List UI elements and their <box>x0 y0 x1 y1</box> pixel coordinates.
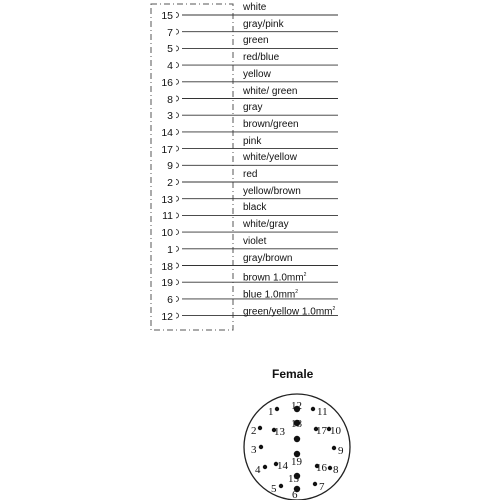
connector-pin-number: 12 <box>291 400 302 412</box>
pin-socket-mark <box>176 163 179 168</box>
pin-number: 15 <box>161 10 173 22</box>
wire-color-text: black <box>243 202 267 214</box>
unit-superscript: 2 <box>303 272 307 279</box>
connector-center-dot <box>294 436 300 442</box>
pin-number: 9 <box>167 160 173 173</box>
connector-pin-number: 19 <box>291 456 302 468</box>
pin-number: 6 <box>167 293 173 306</box>
connector-pins <box>251 400 344 500</box>
pin-socket-mark <box>176 79 179 84</box>
connector-pin-number: 15 <box>288 473 299 485</box>
wire-color-text: red/blue <box>243 52 280 64</box>
connector-pin-number: 4 <box>255 464 261 476</box>
wire-color-label <box>243 102 262 114</box>
connector-pin-number: 14 <box>277 460 288 472</box>
connector-pin-number: 17 <box>316 425 327 437</box>
pin-number: 10 <box>161 227 173 240</box>
wire-color-text: gray <box>243 102 263 114</box>
connector-pin-number: 16 <box>316 462 327 474</box>
wire-color-label <box>243 35 269 47</box>
pin-number: 12 <box>161 310 173 323</box>
wire-color-text: brown 1.0mm <box>243 272 304 284</box>
unit-superscript: 2 <box>295 288 299 295</box>
pin-number: 4 <box>167 60 173 73</box>
pin-number: 5 <box>167 43 173 56</box>
pin-number: 14 <box>161 126 173 139</box>
pin-number: 2 <box>167 177 173 189</box>
connector-pin-number: 1 <box>268 406 274 418</box>
wire-color-text: yellow <box>243 68 271 80</box>
connector-pin-number: 2 <box>251 425 257 437</box>
pin-socket-mark <box>176 280 179 285</box>
pin-number: 3 <box>167 110 173 123</box>
wire-color-label <box>243 86 297 98</box>
pin-number: 19 <box>161 277 173 290</box>
wire-color-text: yellow/brown <box>243 185 301 197</box>
pin-number: 8 <box>167 93 173 106</box>
connector-pin-dot <box>332 446 336 450</box>
wire-color-label <box>243 186 301 198</box>
pin-socket-mark <box>176 263 179 268</box>
wire-color-text: green/yellow 1.0mm <box>243 305 333 317</box>
wire-color-text: green <box>243 35 269 47</box>
wire-color-label <box>243 69 271 81</box>
wire-color-text: white <box>243 2 267 13</box>
connector-pin-number: 6 <box>292 489 298 500</box>
pin-socket-mark <box>176 46 179 51</box>
connector-pin-dot <box>313 482 317 486</box>
pin-number: 7 <box>167 26 173 39</box>
connector-pin-number: 5 <box>271 483 277 495</box>
pin-socket-mark <box>176 313 179 318</box>
wire-color-text: pink <box>243 135 262 147</box>
pin-socket-mark <box>176 63 179 68</box>
connector-pin-dot <box>259 445 263 449</box>
wire-color-label <box>243 286 298 301</box>
pin-number: 1 <box>167 243 173 256</box>
wire-color-text: blue 1.0mm <box>243 289 296 301</box>
female-connector-face <box>230 392 370 500</box>
connector-pin-number: 9 <box>338 445 344 457</box>
pin-number: 16 <box>161 76 173 89</box>
wire-color-label <box>243 2 266 14</box>
connector-pin-dot <box>258 426 262 430</box>
connector-pin-dot <box>279 484 283 488</box>
wire-color-text: brown/green <box>243 118 299 130</box>
wire-color-label <box>243 202 266 214</box>
wire-color-text: white/ green <box>243 85 298 97</box>
connector-pin-number: 10 <box>330 425 341 437</box>
wire-color-label <box>243 269 306 284</box>
wire-color-label <box>243 119 299 131</box>
wire-color-label <box>243 52 279 64</box>
wire-color-label <box>243 219 289 231</box>
wire-color-label <box>243 169 257 181</box>
wire-color-label <box>243 19 284 31</box>
connector-title: Female <box>272 367 314 381</box>
connector-pin-number: 11 <box>317 406 328 418</box>
pin-socket-mark <box>176 13 179 18</box>
pin-socket-mark <box>176 129 179 134</box>
unit-superscript: 2 <box>332 305 336 312</box>
connector-pin-dot <box>263 465 267 469</box>
pin-socket-mark <box>176 146 179 151</box>
wire-color-text: red <box>243 169 258 180</box>
pin-socket-mark <box>176 113 179 118</box>
wire-color-text: white/gray <box>243 219 289 231</box>
pin-number: 17 <box>161 143 173 156</box>
connector-pin-number: 3 <box>251 444 257 456</box>
pin-socket-mark <box>176 246 179 251</box>
wire-color-label <box>243 236 266 248</box>
wire-color-label <box>243 152 297 164</box>
pin-socket-mark <box>176 196 179 201</box>
pin-socket-mark <box>176 213 179 218</box>
wire-color-text: gray/pink <box>243 18 284 30</box>
wire-color-text: white/yellow <box>243 152 297 164</box>
connector-pin-dot <box>275 407 279 411</box>
pin-number: 18 <box>161 260 173 273</box>
pin-socket-mark <box>176 96 179 101</box>
connector-pin-dot <box>311 407 315 411</box>
wire-color-label <box>243 303 335 318</box>
wire-color-label <box>243 136 261 148</box>
wire-color-text: gray/brown <box>243 252 293 264</box>
pin-number: 11 <box>162 210 173 223</box>
pin-socket-mark <box>176 296 179 301</box>
pin-socket-mark <box>176 180 179 185</box>
pin-socket-mark <box>176 230 179 235</box>
connector-pin-number: 18 <box>291 418 302 430</box>
pin-number: 13 <box>161 193 173 206</box>
connector-pin-number: 7 <box>319 481 325 493</box>
pin-socket-mark <box>176 29 179 34</box>
connector-pin-number: 8 <box>333 464 339 476</box>
wire-color-label <box>243 253 292 265</box>
wire-color-text: violet <box>243 235 267 247</box>
connector-pin-dot <box>328 466 332 470</box>
connector-pin-number: 13 <box>274 426 285 438</box>
